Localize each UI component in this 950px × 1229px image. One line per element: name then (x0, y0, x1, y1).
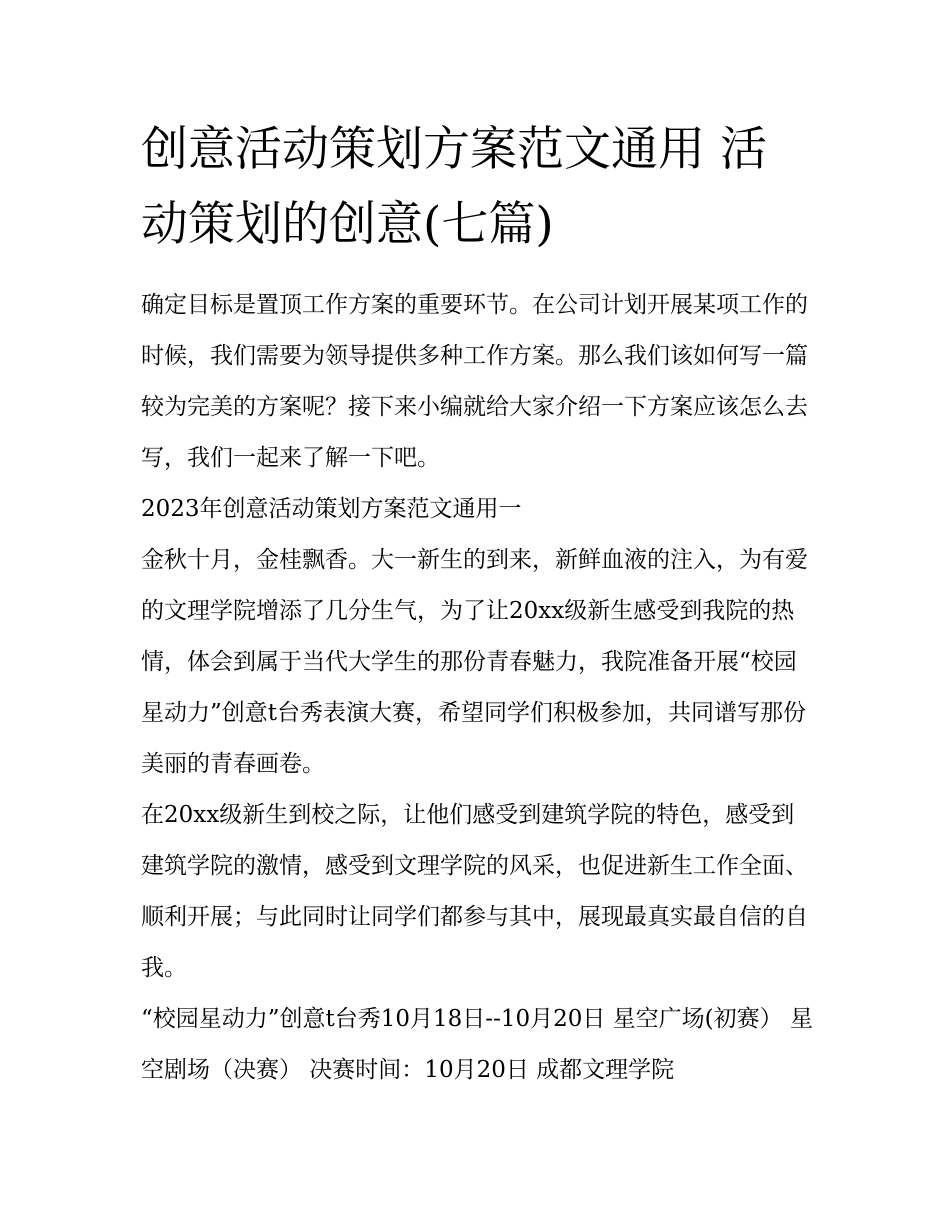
body-paragraph: 金秋十月，金桂飘香。大一新生的到来，新鲜血液的注入，为有爱的文理学院增添了几分生气，为了让20xx级新生感受到我院的热情，体会到属于当代大学生的那份青春魅力，我院准备开展“校园星动力”创意t台秀表演大赛，希望同学们积极参加，共同谱写那份美丽的青春画卷。 (141, 547, 808, 777)
document-title: 创意活动策划方案范文通用 活动策划的创意(七篇) (141, 122, 767, 252)
document-body (141, 112, 813, 1096)
body-paragraph: “校园星动力”创意t台秀10月18日--10月20日 星空广场(初赛） 星空剧场（决赛） 决赛时间：10月20日 成都文理学院 (141, 1006, 813, 1083)
section-heading: 2023年创意活动策划方案范文通用一 (141, 496, 522, 522)
intro-paragraph: 确定目标是置顶工作方案的重要环节。在公司计划开展某项工作的时候，我们需要为领导提供多种工作方案。那么我们该如何写一篇较为完美的方案呢？接下来小编就给大家介绍一下方案应该怎么去写，我们一起来了解一下吧。 (141, 292, 808, 471)
body-paragraph: 在20xx级新生到校之际，让他们感受到建筑学院的特色，感受到建筑学院的激情，感受到文理学院的风采，也促进新生工作全面、顺利开展；与此同时让同学们都参与其中，展现最真实最自信的自我。 (141, 802, 808, 981)
